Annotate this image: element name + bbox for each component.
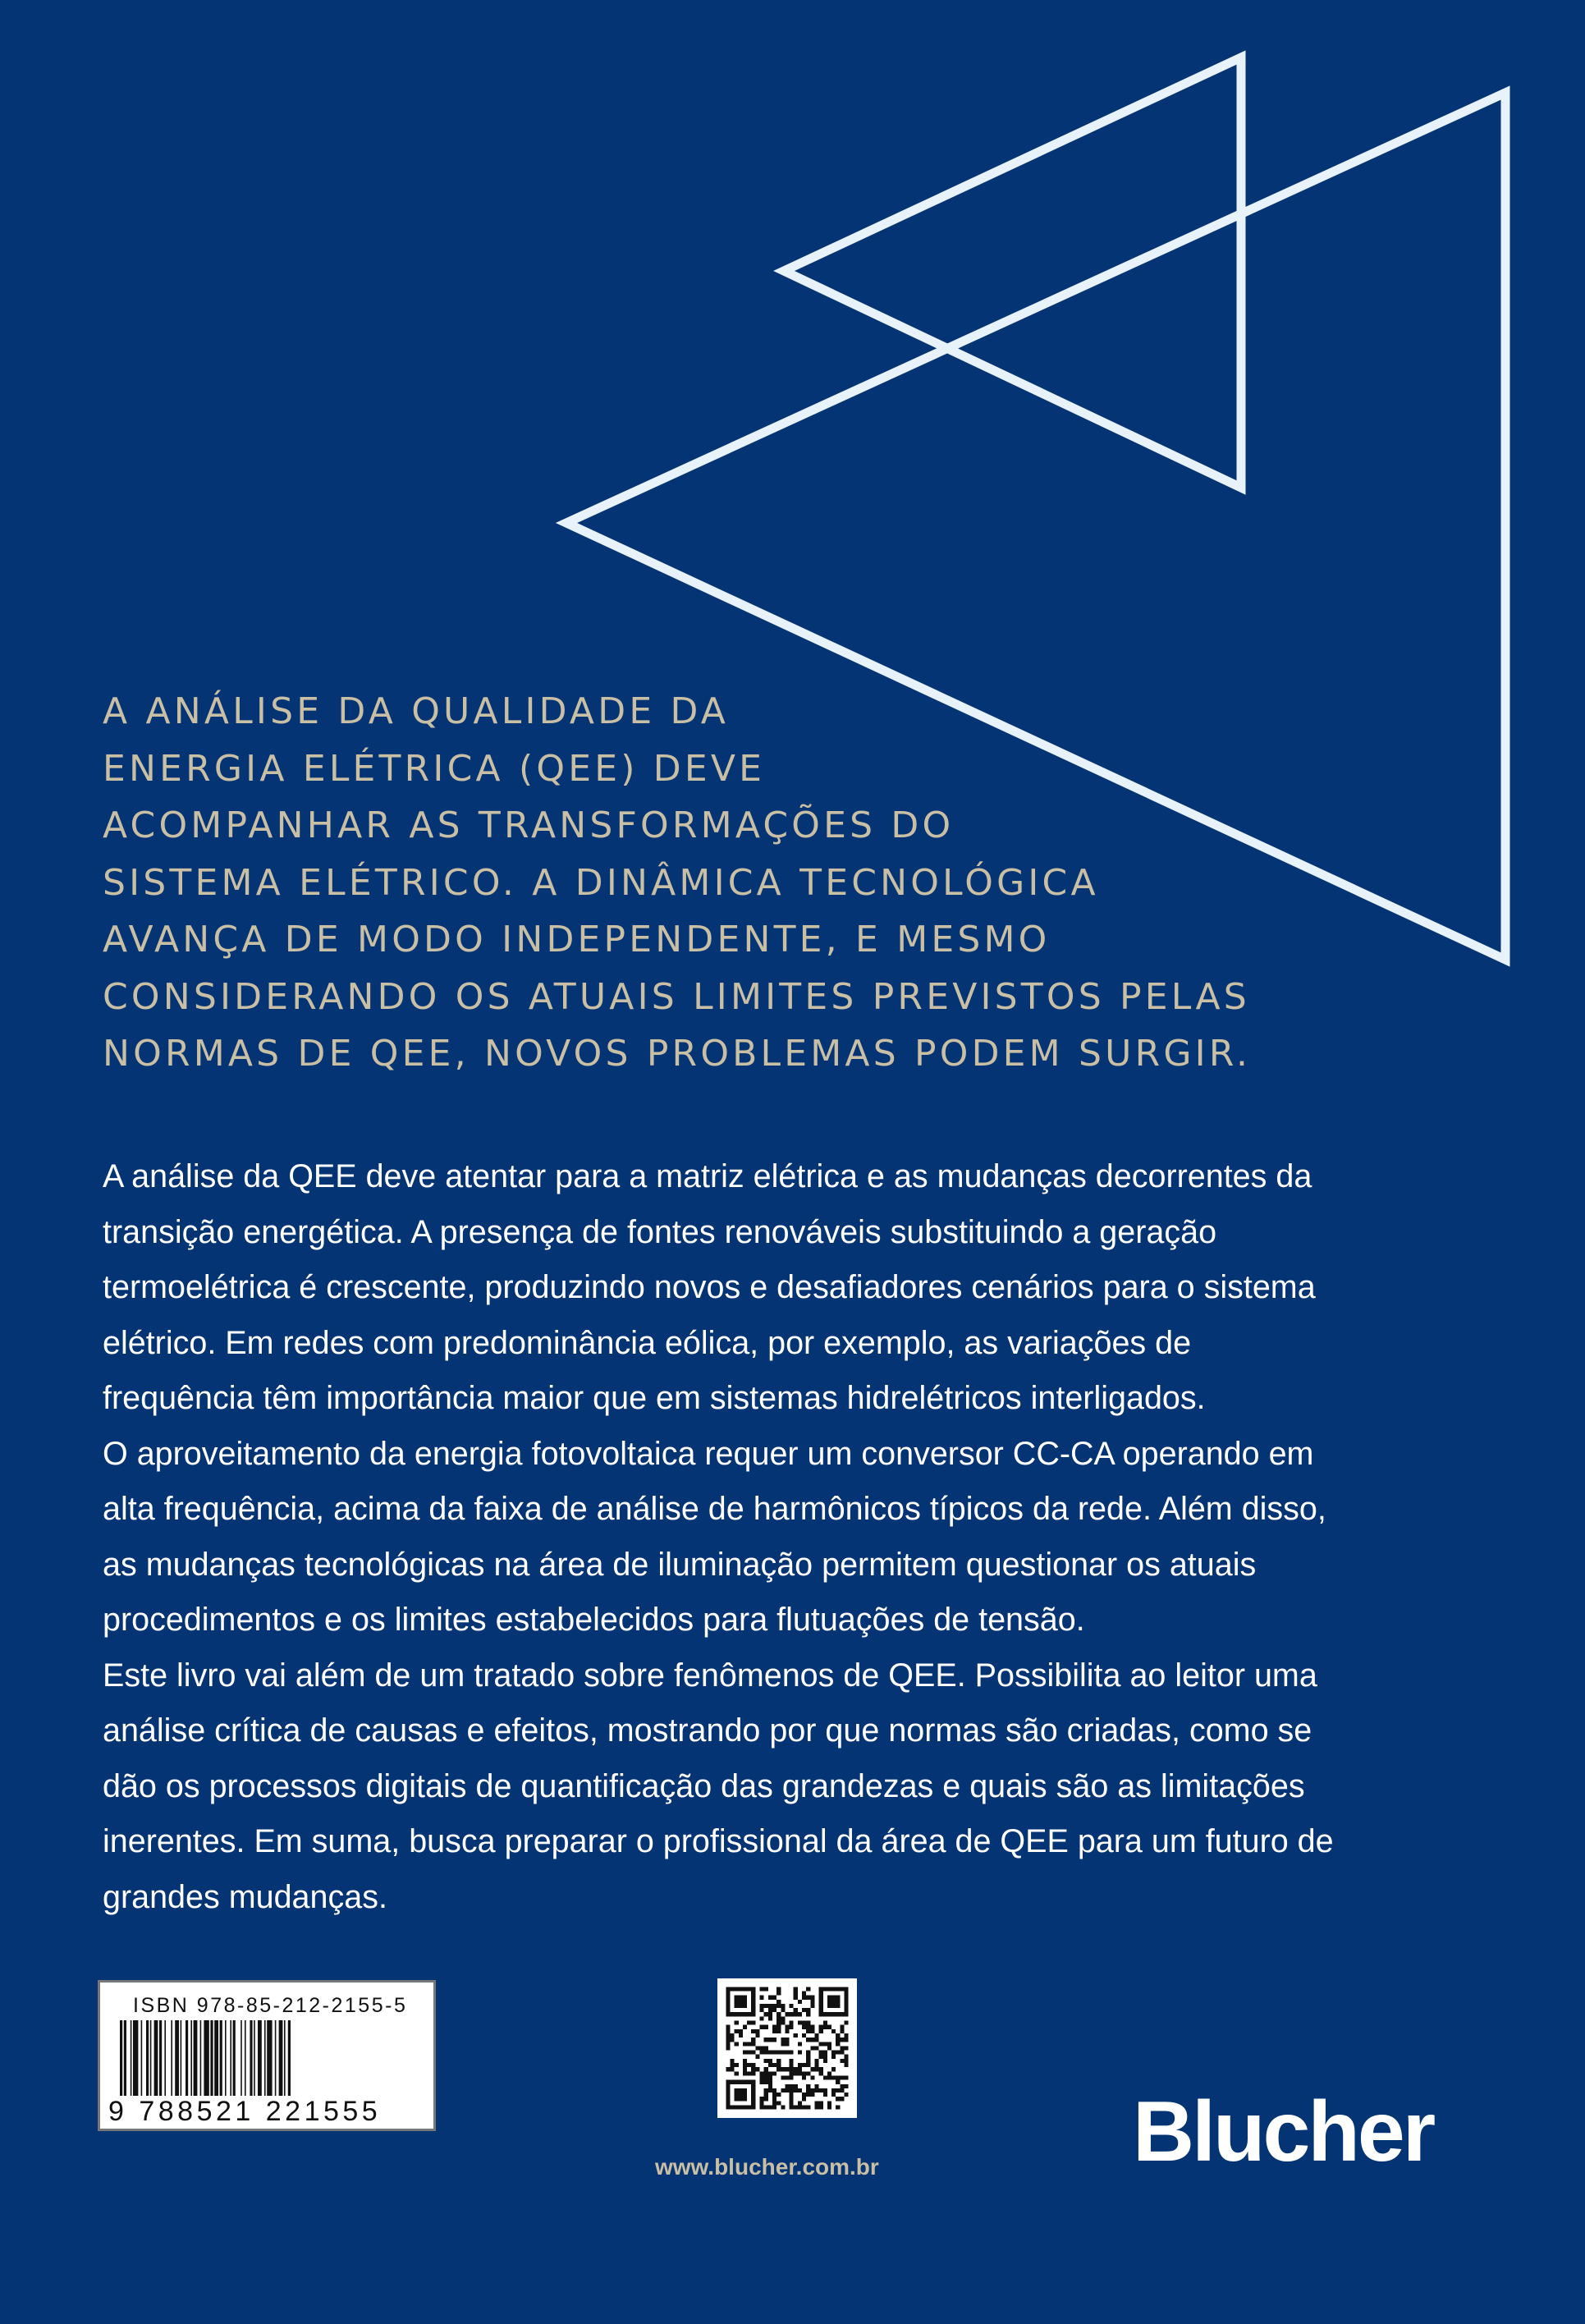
barcode-icon bbox=[117, 2020, 422, 2102]
description-line: inerentes. Em suma, busca preparar o profissional da área de QEE para um futuro de bbox=[103, 1823, 1334, 1859]
website-url: www.blucher.com.br bbox=[655, 2154, 879, 2180]
headline-line: SISTEMA ELÉTRICO. A DINÂMICA TECNOLÓGICA bbox=[103, 861, 1099, 904]
description-line: as mudanças tecnológicas na área de iluminação permitem questionar os atuais bbox=[103, 1546, 1257, 1583]
description-line: elétrico. Em redes com predominância eólica, por exemplo, as variações de bbox=[103, 1324, 1192, 1361]
description-line: procedimentos e os limites estabelecidos para flutuações de tensão. bbox=[103, 1602, 1085, 1638]
headline-line: CONSIDERANDO OS ATUAIS LIMITES PREVISTOS PELAS bbox=[103, 975, 1250, 1018]
triangle-small bbox=[784, 57, 1241, 488]
headline-line: ACOMPANHAR AS TRANSFORMAÇÕES DO bbox=[103, 804, 955, 846]
headline-line: ENERGIA ELÉTRICA (QEE) DEVE bbox=[103, 747, 766, 790]
description bbox=[103, 1149, 1449, 1925]
barcode-digits: 9 788521 221555 bbox=[108, 2096, 382, 2127]
description-line: termoelétrica é crescente, produzindo novos e desafiadores cenários para o sistema bbox=[103, 1269, 1316, 1305]
description-line: dão os processos digitais de quantificação das grandezas e quais são as limitações bbox=[103, 1767, 1305, 1804]
isbn-barcode bbox=[98, 1980, 436, 2131]
headline-line: A ANÁLISE DA QUALIDADE DA bbox=[103, 690, 730, 732]
description-line: O aproveitamento da energia fotovoltaica requer um conversor CC-CA operando em bbox=[103, 1435, 1314, 1472]
description-line: alta frequência, acima da faixa de análise de harmônicos típicos da rede. Além disso, bbox=[103, 1491, 1326, 1527]
description-line: Este livro vai além de um tratado sobre fenômenos de QEE. Possibilita ao leitor uma bbox=[103, 1657, 1317, 1694]
headline bbox=[103, 683, 1416, 1083]
description-line: frequência têm importância maior que em sistemas hidrelétricos interligados. bbox=[103, 1380, 1206, 1416]
headline-line: AVANÇA DE MODO INDEPENDENTE, E MESMO bbox=[103, 919, 1051, 960]
description-line: A análise da QEE deve atentar para a matriz elétrica e as mudanças decorrentes da bbox=[103, 1158, 1312, 1194]
description-line: transição energética. A presença de fontes renováveis substituindo a geração bbox=[103, 1213, 1217, 1250]
publisher-logo: Blucher bbox=[1133, 2084, 1434, 2180]
headline-line: NORMAS DE QEE, NOVOS PROBLEMAS PODEM SURGIR. bbox=[103, 1033, 1252, 1075]
description-line: grandes mudanças. bbox=[103, 1878, 387, 1915]
qr-code-icon bbox=[717, 1978, 857, 2118]
isbn-label: ISBN 978-85-212-2155-5 bbox=[133, 1994, 408, 2017]
description-line: análise crítica de causas e efeitos, mostrando por que normas são criadas, como se bbox=[103, 1712, 1312, 1749]
